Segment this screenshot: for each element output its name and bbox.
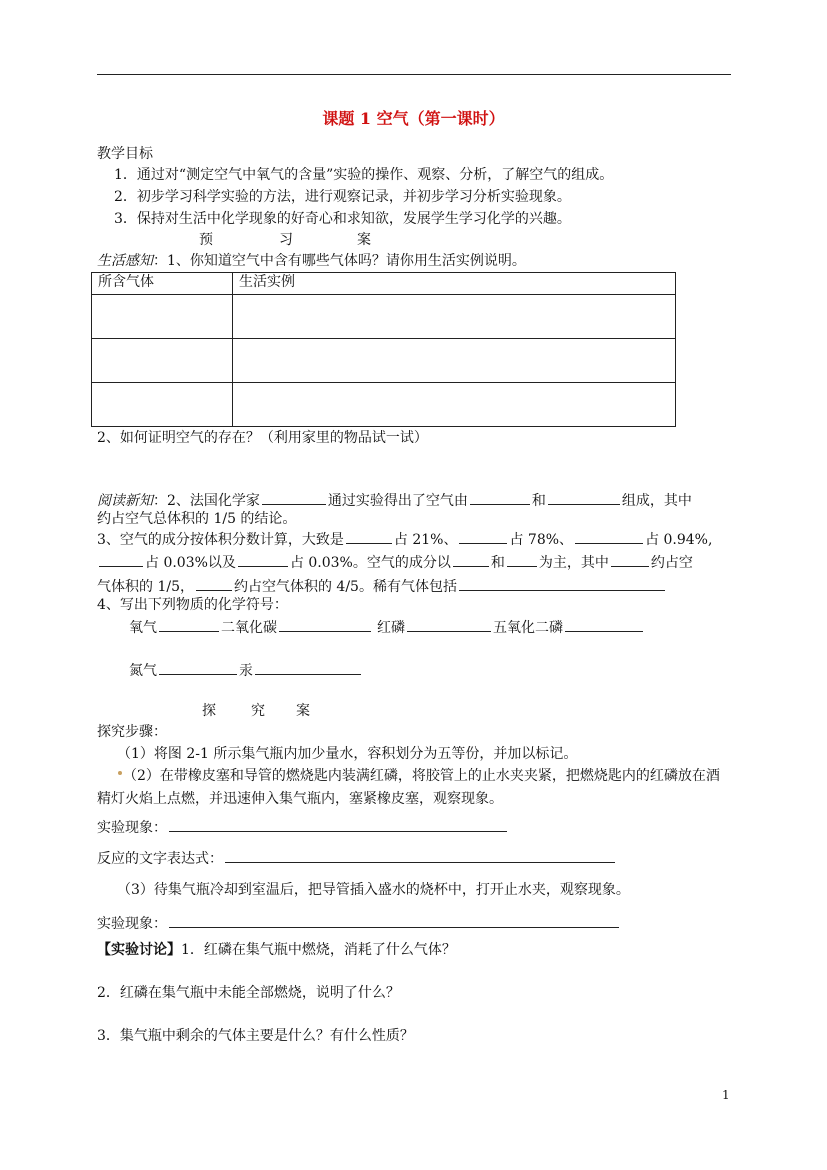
preview-heading-char-3: 案 [357, 232, 371, 248]
reading-line-4 [97, 553, 693, 573]
field-label: 实验现象： [97, 820, 167, 836]
objective-item-3: 3．保持对生活中化学现象的好奇心和求知欲，发展学生学习化学的兴趣。 [114, 211, 571, 227]
header-rule [97, 74, 731, 75]
formula-label: 二氧化碳 [221, 620, 277, 636]
preview-heading-char-2: 习 [279, 232, 293, 248]
formula-row-2 [129, 661, 363, 681]
reading-text: 约占空气体积的 4/5。稀有气体包括 [233, 579, 457, 595]
answer-blank[interactable] [238, 553, 288, 567]
reading-line-3 [97, 530, 712, 550]
step-2-line-1: （2）在带橡皮塞和导管的燃烧匙内装满红磷，将胶管上的止水夹夹紧，把燃烧匙内的红磷放在酒 [123, 768, 720, 784]
reading-text: 约占空 [650, 555, 693, 571]
question-4: 4、写出下列物质的化学符号： [97, 597, 288, 613]
table-header-gas: 所含气体 [92, 273, 233, 295]
explore-heading-char-3: 案 [296, 703, 310, 719]
step-3: （3）待集气瓶冷却到室温后，把导管插入盛水的烧杯中，打开止水夹，观察现象。 [117, 882, 630, 898]
answer-blank[interactable] [470, 491, 530, 505]
explore-heading-char-2: 究 [251, 703, 265, 719]
reading-text: 占 0.03%。空气的成分以 [289, 555, 451, 571]
table-cell-gas[interactable] [92, 383, 233, 427]
reading-text: 占 78%、 [509, 532, 574, 548]
table-cell-example[interactable] [233, 339, 676, 383]
answer-blank[interactable] [453, 553, 489, 567]
answer-blank[interactable] [459, 530, 507, 544]
table-cell-gas[interactable] [92, 339, 233, 383]
life-question-1 [97, 253, 526, 271]
answer-blank[interactable] [611, 553, 649, 567]
objectives-heading: 教学目标 [97, 146, 153, 162]
table-row [92, 383, 676, 427]
step-1: （1）将图 2-1 所示集气瓶内加少量水，容积划分为五等份，并加以标记。 [117, 746, 578, 762]
table-header-example: 生活实例 [233, 273, 676, 295]
discussion-2: 2．红磷在集气瓶中未能全部燃烧，说明了什么？ [97, 985, 400, 1001]
reading-text: 为主，其中 [538, 555, 609, 571]
reading-text: ：2、法国化学家 [153, 493, 260, 509]
answer-blank[interactable] [196, 577, 232, 591]
answer-blank[interactable] [255, 661, 361, 675]
table-cell-gas[interactable] [92, 295, 233, 339]
answer-blank[interactable] [507, 553, 537, 567]
reading-label: 阅读新知 [97, 493, 153, 509]
formula-label: 红磷 [377, 620, 405, 636]
explore-heading-char-1: 探 [202, 703, 216, 719]
phenomenon-line-2 [97, 914, 621, 934]
discussion-label: 【实验讨论】 [97, 942, 181, 958]
formula-label: 汞 [239, 663, 253, 679]
phenomenon-line-1 [97, 818, 509, 838]
stray-mark [118, 771, 122, 775]
answer-blank[interactable] [99, 553, 143, 567]
table-row [92, 295, 676, 339]
step-2-line-2: 精灯火焰上点燃，并迅速伸入集气瓶内，塞紧橡皮塞，观察现象。 [97, 791, 503, 807]
answer-blank[interactable] [565, 618, 643, 632]
table-row [92, 339, 676, 383]
answer-blank[interactable] [169, 914, 619, 928]
reading-text: 气体积的 1/5， [97, 579, 194, 595]
discussion-3: 3．集气瓶中剩余的气体主要是什么？有什么性质？ [97, 1028, 414, 1044]
discussion-1 [97, 942, 456, 960]
reading-line-5 [97, 577, 667, 597]
answer-blank[interactable] [262, 491, 326, 505]
reading-text: 3、空气的成分按体积分数计算，大致是 [97, 532, 344, 548]
answer-blank[interactable] [407, 618, 491, 632]
formula-label: 五氧化二磷 [493, 620, 563, 636]
reading-text: 和 [531, 493, 546, 509]
reading-text: 占 0.03%以及 [145, 555, 236, 571]
formula-label: 氮气 [129, 663, 157, 679]
table-cell-example[interactable] [233, 383, 676, 427]
answer-blank[interactable] [548, 491, 620, 505]
preview-heading-char-1: 预 [199, 232, 213, 248]
answer-blank[interactable] [279, 618, 371, 632]
reading-line-1 [97, 491, 692, 511]
field-label: 反应的文字表达式： [97, 851, 223, 867]
answer-blank[interactable] [225, 849, 615, 863]
answer-blank[interactable] [575, 530, 643, 544]
gas-example-table [91, 272, 676, 427]
page-number: 1 [722, 1088, 730, 1102]
reading-text: 占 0.94%, [645, 532, 713, 548]
page-title: 课题 1 空气（第一课时） [322, 109, 505, 128]
reading-text: 占 21%、 [393, 532, 458, 548]
answer-blank[interactable] [346, 530, 392, 544]
formula-label: 氧气 [129, 620, 157, 636]
life-q1-text: ：1、你知道空气中含有哪些气体吗？请你用生活实例说明。 [153, 253, 526, 269]
reading-text: 和 [490, 555, 505, 571]
answer-blank[interactable] [459, 577, 665, 591]
reading-text: 通过实验得出了空气由 [327, 493, 468, 509]
table-cell-example[interactable] [233, 295, 676, 339]
discussion-text: 1．红磷在集气瓶中燃烧，消耗了什么气体？ [181, 942, 456, 958]
reading-line-2: 约占空气总体积的 1/5 的结论。 [97, 511, 297, 527]
reading-text: 组成，其中 [621, 493, 692, 509]
field-label: 实验现象： [97, 916, 167, 932]
answer-blank[interactable] [169, 818, 507, 832]
equation-line [97, 849, 617, 869]
life-label: 生活感知 [97, 253, 153, 269]
objective-item-2: 2．初步学习科学实验的方法，进行观察记录，并初步学习分析实验现象。 [114, 189, 571, 205]
answer-blank[interactable] [159, 661, 237, 675]
steps-heading: 探究步骤： [97, 724, 167, 740]
table-header-row [92, 273, 676, 295]
life-question-2: 2、如何证明空气的存在？（利用家里的物品试一试） [97, 430, 428, 446]
formula-row-1 [129, 618, 645, 638]
objective-item-1: 1．通过对“测定空气中氧气的含量”实验的操作、观察、分析，了解空气的组成。 [114, 167, 614, 183]
answer-blank[interactable] [159, 618, 219, 632]
